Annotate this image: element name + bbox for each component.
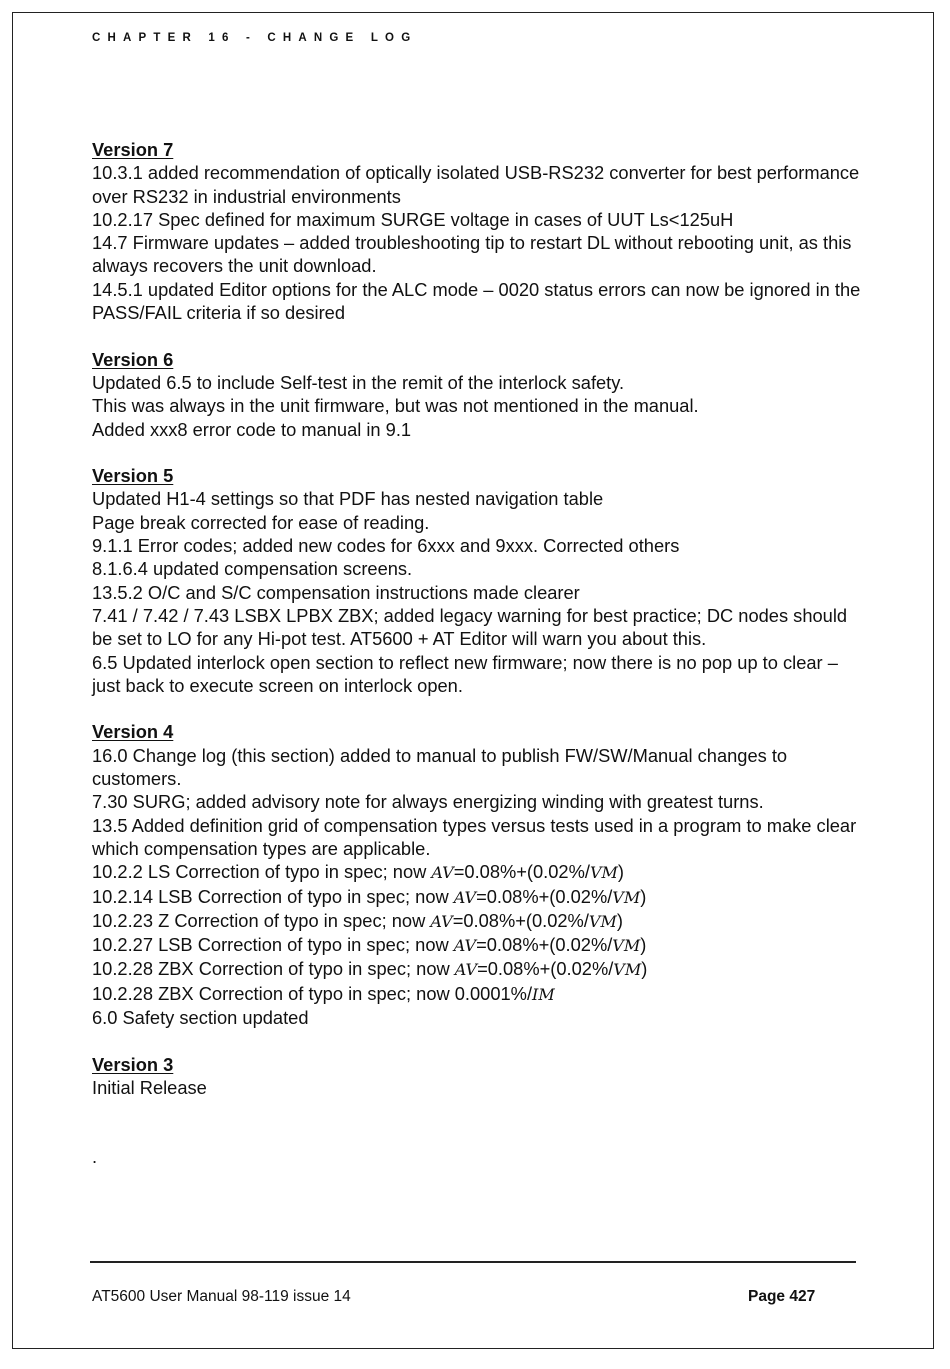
spec-correction-entry: 10.2.28 ZBX Correction of typo in spec; now AV=0.08%+(0.02%/VM) — [92, 958, 648, 980]
math-variable: VM — [588, 911, 617, 931]
math-variable: AV — [453, 887, 477, 907]
change-entry: 7.30 SURG; added advisory note for always energizing winding with greatest turns. — [92, 791, 764, 813]
spec-correction-entry: 10.2.14 LSB Correction of typo in spec; now AV=0.08%+(0.02%/VM) — [92, 885, 647, 907]
change-entry: Page break corrected for ease of reading. — [92, 511, 430, 533]
version-heading: Version 4 — [92, 721, 174, 743]
math-variable: AV — [453, 936, 477, 956]
version-4-section — [92, 720, 862, 1029]
change-entry: Updated 6.5 to include Self-test in the remit of the interlock safety. — [92, 371, 625, 393]
change-entry: Initial Release — [92, 1076, 207, 1098]
math-variable: VM — [612, 936, 641, 956]
change-entry: 10.2.17 Spec defined for maximum SURGE voltage in cases of UUT Ls<125uH — [92, 208, 734, 230]
math-variable: AV — [431, 863, 454, 883]
change-entry: 16.0 Change log (this section) added to manual to publish FW/SW/Manual changes to customers. — [92, 744, 788, 790]
math-variable: VM — [613, 960, 642, 980]
version-heading: Version 6 — [92, 348, 174, 370]
version-6-section — [92, 348, 862, 441]
math-variable: VM — [612, 887, 641, 907]
chapter-header: CHAPTER 16 - CHANGE LOG — [92, 32, 418, 44]
change-entry: Added xxx8 error code to manual in 9.1 — [92, 418, 412, 440]
change-entry: 14.5.1 updated Editor options for the ALC mode – 0020 status errors can now be ignored in the PASS/FAIL criteria if so desired — [92, 278, 861, 324]
version-5-section — [92, 464, 862, 697]
change-entry: 13.5 Added definition grid of compensation types versus tests used in a program to make clear which compensation types are applicable. — [92, 814, 857, 859]
spec-correction-entry: 10.2.2 LS Correction of typo in spec; now AV=0.08%+(0.02%/VM) — [92, 861, 624, 883]
change-entry: 10.3.1 added recommendation of optically isolated USB-RS232 converter for best performance over RS232 in industrial environments — [92, 162, 860, 207]
version-heading: Version 5 — [92, 465, 174, 487]
change-entry: 14.7 Firmware updates – added troubleshooting tip to restart DL without rebooting unit, as this always recovers the unit download. — [92, 232, 852, 277]
footer-divider — [90, 1261, 856, 1263]
change-entry: 6.5 Updated interlock open section to reflect new firmware; now there is no pop up to clear – just back to execute screen on interlock open. — [92, 651, 838, 696]
change-entry: 6.0 Safety section updated — [92, 1006, 309, 1028]
spec-correction-entry: 10.2.28 ZBX Correction of typo in spec; now 0.0001%/IM — [92, 982, 555, 1004]
change-entry: 9.1.1 Error codes; added new codes for 6xxx and 9xxx. Corrected others — [92, 535, 680, 557]
change-entry: This was always in the unit firmware, but was not mentioned in the manual. — [92, 395, 699, 417]
math-variable: AV — [454, 960, 478, 980]
change-entry: 7.41 / 7.42 / 7.43 LSBX LPBX ZBX; added legacy warning for best practice; DC nodes should be set to LO for any Hi-pot test. AT5600 + AT Editor will warn you about this. — [92, 604, 848, 650]
change-entry: Updated H1-4 settings so that PDF has nested navigation table — [92, 488, 604, 510]
change-entry: 8.1.6.4 updated compensation screens. — [92, 558, 413, 580]
math-variable: IM — [532, 984, 555, 1004]
footer-manual-id: AT5600 User Manual 98-119 issue 14 — [92, 1288, 351, 1305]
version-7-section — [92, 138, 862, 324]
spec-correction-entry: 10.2.23 Z Correction of typo in spec; now AV=0.08%+(0.02%/VM) — [92, 909, 623, 931]
trailing-mark: . — [92, 1146, 98, 1167]
version-3-section — [92, 1053, 862, 1100]
math-variable: VM — [589, 863, 618, 883]
footer-page-number: Page 427 — [748, 1288, 816, 1305]
math-variable: AV — [430, 911, 453, 931]
version-heading: Version 7 — [92, 139, 174, 160]
version-heading: Version 3 — [92, 1053, 174, 1075]
change-entry: 13.5.2 O/C and S/C compensation instructions made clearer — [92, 581, 580, 603]
change-log-content — [92, 138, 862, 1122]
spec-correction-entry: 10.2.27 LSB Correction of typo in spec; now AV=0.08%+(0.02%/VM) — [92, 934, 647, 956]
